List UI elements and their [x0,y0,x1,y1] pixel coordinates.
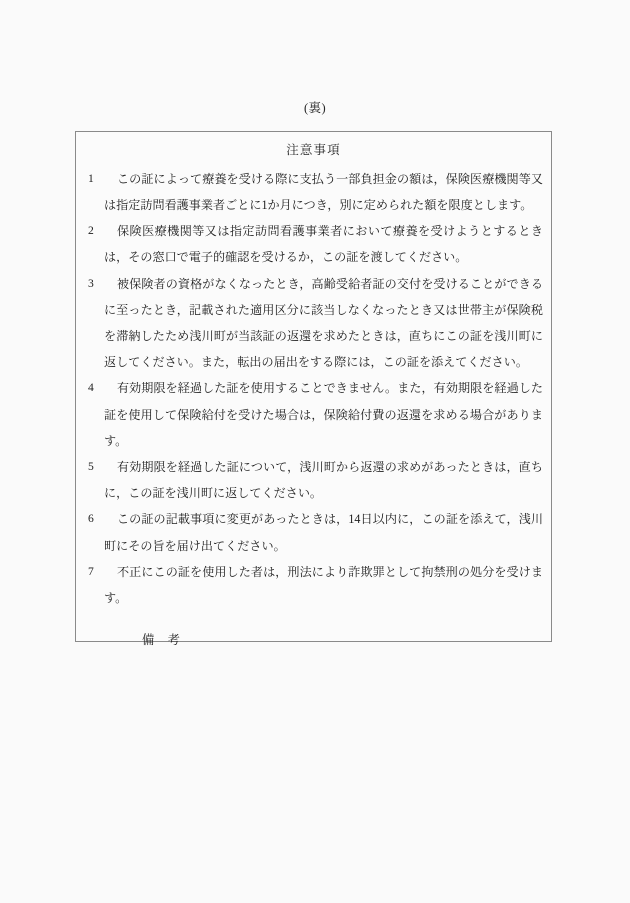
remarks-label: 備 考 [142,633,181,648]
notice-item-text: 有効期限を経過した証を使用することできません。また，有効期限を経過した証を使用して保険給付を受けた場合は，保険給付費の返還を求める場合があります。 [104,381,543,448]
notice-item [84,559,543,611]
notice-item-number: 7 [88,564,94,578]
notice-item [84,375,543,454]
notice-item-text: 有効期限を経過した証について，浅川町から返還の求めがあったときは，直ちに，この証を浅川町に返してください。 [104,459,543,501]
remarks-section [84,631,543,651]
notice-item-text: 不正にこの証を使用した者は，刑法により詐欺罪として拘禁刑の処分を受けます。 [104,564,543,605]
notice-item-text: この証の記載事項に変更があったときは，14日以内に，この証を添えて，浅川町にその旨を届け出てください。 [104,512,543,553]
side-marker: (裏) [303,101,327,115]
notice-item-text: この証によって療養を受ける際に支払う一部負担金の額は，保険医療機関等又は指定訪問看護事業者ごとに1か月につき，別に定められた額を限度とします。 [104,171,543,212]
notice-title: 注意事項 [286,143,341,157]
notice-item-number: 3 [88,276,94,290]
notice-list [84,166,543,611]
notice-item [84,166,543,218]
notice-item-text: 被保険者の資格がなくなったとき，高齢受給者証の交付を受けることができるに至ったとき，記載された適用区分に該当しなくなったとき又は世帯主が保険税を滞納したため浅川町が当該証の返還を求めたときは，直ちにこの証を浅川町に返してください。また，転出の届出をする際には，この証を添えてください。 [104,276,543,370]
notice-box [75,131,552,648]
notice-item-number: 5 [88,459,94,473]
notice-item-text: 保険医療機関等又は指定訪問看護事業者において療養を受けようとするときは，その窓口で電子的確認を受けるか，この証を渡してください。 [104,224,543,265]
notice-item-number: 4 [88,381,94,395]
notice-item [84,271,543,376]
notice-item-number: 1 [88,171,94,185]
notice-item [84,218,543,270]
notice-item [84,454,543,506]
notice-item-number: 2 [88,224,94,238]
notice-item-number: 6 [88,512,94,526]
notice-item [84,506,543,558]
